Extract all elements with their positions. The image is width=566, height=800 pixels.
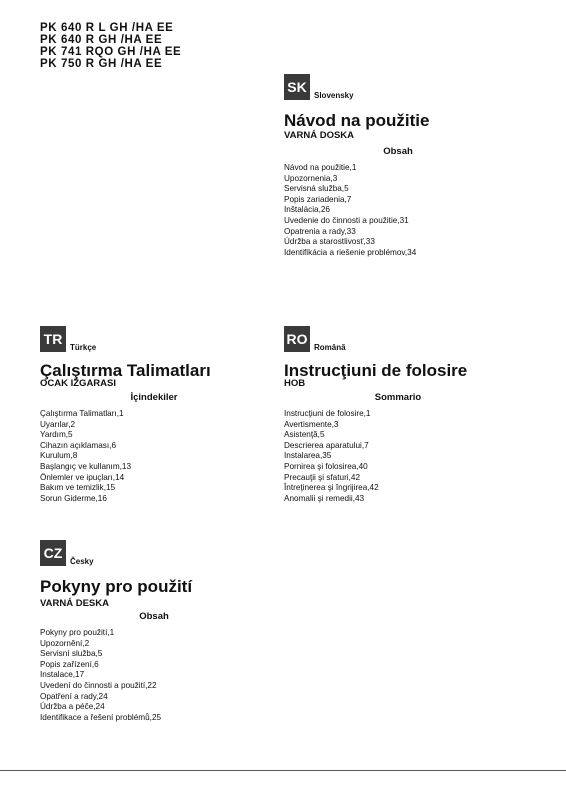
section-czech: [40, 540, 290, 723]
toc-item: Çalıştırma Talimatları,1: [40, 409, 124, 418]
toc-heading: İçindekiler: [130, 392, 178, 403]
section-subtitle: HOB: [284, 378, 306, 389]
toc-item: Pornirea şi folosirea,40: [284, 461, 368, 471]
toc-item: Anomalii şi remedii,43: [284, 493, 365, 503]
toc-item: Opatření a rady,24: [40, 691, 108, 701]
table-of-contents: [284, 409, 534, 504]
toc-item: Kurulum,8: [40, 451, 78, 461]
toc-item: Descrierea aparatului,7: [284, 440, 369, 450]
toc-item: Popis zariadenia,7: [284, 194, 352, 204]
language-name: Türkçe: [70, 343, 97, 352]
toc-item: Başlangıç ve kullanım,13: [40, 461, 132, 471]
section-romanian: [284, 326, 534, 504]
toc-item: Inštalácia,26: [284, 205, 330, 215]
language-badge: SK: [284, 74, 310, 100]
toc-item: Întreţinerea şi îngrijirea,42: [284, 483, 379, 493]
table-of-contents: [40, 409, 290, 504]
model-name: PK 640 R L GH /HA EE: [40, 22, 174, 34]
toc-item: Servisná služba,5: [284, 184, 349, 194]
language-header: [284, 74, 534, 104]
toc-item: Upozornenia,3: [284, 173, 338, 183]
toc-item: Uyarılar,2: [40, 419, 76, 429]
language-name: Slovensky: [314, 91, 354, 100]
model-name: PK 640 R GH /HA EE: [40, 34, 163, 46]
section-title: Návod na použitie: [284, 111, 430, 130]
toc-item: Yardım,5: [40, 430, 73, 440]
toc-item: Uvedení do činnosti a použití,22: [40, 680, 157, 690]
language-name: Česky: [70, 557, 94, 566]
language-badge: TR: [40, 326, 66, 352]
section-subtitle: VARNÁ DESKA: [40, 598, 109, 609]
section-turkish: [40, 326, 290, 504]
section-title: Çalıştırma Talimatları: [40, 361, 211, 380]
toc-item: Upozornění,2: [40, 638, 90, 648]
toc-item: Uvedenie do činnosti a použitie,31: [284, 215, 409, 225]
model-list: [40, 22, 181, 70]
toc-item: Popis zařízení,6: [40, 659, 99, 669]
model-name: PK 741 RQO GH /HA EE: [40, 46, 182, 58]
section-title: Pokyny pro použití: [40, 577, 193, 596]
language-header: [40, 540, 290, 570]
toc-item: Önlemler ve ipuçları,14: [40, 472, 125, 482]
toc-item: Instalarea,35: [284, 451, 332, 461]
model-name: PK 750 R GH /HA EE: [40, 58, 163, 70]
section-slovak: [284, 74, 534, 258]
section-title: Instrucţiuni de folosire: [284, 361, 468, 380]
toc-heading: Obsah: [383, 146, 413, 157]
language-badge: CZ: [40, 540, 66, 566]
toc-item: Precauţii şi sfaturi,42: [284, 472, 360, 482]
language-header: [40, 326, 290, 356]
section-subtitle: VARNÁ DOSKA: [284, 130, 355, 141]
toc-item: Opatrenia a rady,33: [284, 226, 356, 236]
toc-item: Instrucţiuni de folosire,1: [284, 409, 371, 418]
toc-item: Bakım ve temizlik,15: [40, 483, 116, 493]
toc-item: Avertismente,3: [284, 419, 339, 429]
toc-item: Sorun Giderme,16: [40, 493, 107, 503]
table-of-contents: [284, 163, 534, 258]
section-subtitle: OCAK IZGARASI: [40, 378, 116, 389]
toc-heading: Obsah: [139, 611, 169, 622]
toc-item: Údržba a starostlivosť,33: [284, 237, 375, 247]
toc-item: Identifikace a řešení problémů,25: [40, 712, 162, 722]
footer-divider: [0, 770, 566, 771]
language-badge: RO: [284, 326, 310, 352]
toc-item: Instalace,17: [40, 670, 85, 680]
language-name: Română: [314, 343, 346, 352]
toc-item: Návod na použitie,1: [284, 163, 357, 172]
toc-item: Asistenţă,5: [284, 430, 325, 440]
toc-item: Údržba a péče,24: [40, 702, 105, 712]
toc-item: Servisní služba,5: [40, 649, 103, 659]
toc-item: Cihazın açıklaması,6: [40, 440, 116, 450]
toc-item: Identifikácia a riešenie problémov,34: [284, 247, 417, 257]
language-header: [284, 326, 534, 356]
table-of-contents: [40, 628, 290, 723]
toc-heading: Sommario: [374, 392, 422, 403]
toc-item: Pokyny pro použití,1: [40, 628, 115, 637]
